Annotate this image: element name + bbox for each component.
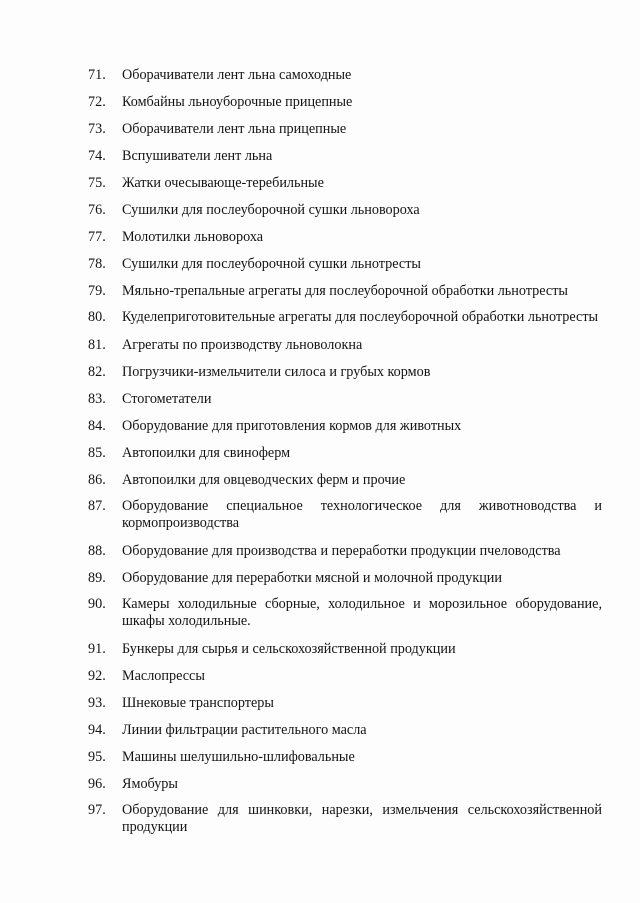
- list-item: [88, 721, 602, 740]
- item-text: Ямобуры: [122, 775, 178, 792]
- item-number: 93.: [88, 694, 106, 711]
- list-item: [88, 542, 602, 561]
- item-text: Оборачиватели лент льна самоходные: [122, 67, 352, 83]
- item-text: Автопоилки для свиноферм: [122, 444, 291, 461]
- item-text: Жатки очесывающе-теребильные: [122, 175, 324, 191]
- list-item: [88, 471, 602, 490]
- item-text: Линии фильтрации растительного масла: [122, 721, 367, 738]
- list-item: [88, 309, 602, 327]
- list-item: [88, 569, 602, 588]
- item-text: Сушилки для послеуборочной сушки льнотресты: [122, 256, 421, 272]
- list-item: [88, 363, 602, 382]
- item-text: Камеры холодильные сборные, холодильное и морозильное оборудование, шкафы холодильные.: [122, 595, 602, 629]
- item-number: 86.: [88, 471, 106, 488]
- item-number: 79.: [88, 283, 106, 299]
- item-number: 92.: [88, 667, 106, 684]
- item-number: 71.: [88, 67, 106, 83]
- item-text: Маслопрессы: [122, 667, 205, 684]
- list-item: [88, 228, 602, 247]
- list-item: [88, 640, 602, 659]
- list-item: [88, 147, 602, 166]
- item-text: Комбайны льноуборочные прицепные: [122, 94, 353, 110]
- list-item: [88, 174, 602, 193]
- item-text: Мяльно-трепальные агрегаты для послеуборочной обработки льнотресты: [122, 283, 568, 299]
- list-item: [88, 667, 602, 686]
- list-item: [88, 775, 602, 794]
- list-item: [88, 336, 602, 355]
- list-item: [88, 201, 602, 220]
- item-text: Оборудование для производства и переработки продукции пчеловодства: [122, 542, 561, 559]
- item-number: 74.: [88, 148, 106, 164]
- item-number: 87.: [88, 497, 106, 514]
- item-number: 80.: [88, 309, 106, 325]
- list-item: [88, 498, 602, 533]
- list-item: [88, 93, 602, 112]
- item-text: Погрузчики-измельчители силоса и грубых кормов: [122, 363, 431, 380]
- list-item: [88, 390, 602, 409]
- item-number: 81.: [88, 336, 106, 353]
- list-item: [88, 748, 602, 767]
- item-text: Оборудование для шинковки, нарезки, измельчения сельскохозяйственной продукции: [122, 801, 602, 835]
- item-number: 94.: [88, 721, 106, 738]
- list-item: [88, 596, 602, 631]
- item-text: Шнековые транспортеры: [122, 694, 274, 711]
- item-text: Сушилки для послеуборочной сушки льновороха: [122, 202, 420, 218]
- item-number: 90.: [88, 595, 106, 612]
- list-item: [88, 694, 602, 713]
- item-text: Агрегаты по производству льноволокна: [122, 336, 363, 353]
- item-number: 73.: [88, 121, 106, 137]
- item-number: 78.: [88, 256, 106, 272]
- item-text: Оборачиватели лент льна прицепные: [122, 121, 347, 137]
- item-number: 96.: [88, 775, 106, 792]
- list-item: [88, 802, 602, 837]
- item-number: 89.: [88, 569, 106, 586]
- item-text: Стогометатели: [122, 390, 212, 407]
- item-text: Оборудование специальное технологическое для животноводства и кормопроизводства: [122, 497, 602, 531]
- list-item: [88, 444, 602, 463]
- item-number: 85.: [88, 444, 106, 461]
- list-item: [88, 66, 602, 85]
- item-number: 82.: [88, 363, 106, 380]
- item-text: Молотилки льновороха: [122, 229, 264, 245]
- item-number: 95.: [88, 748, 106, 765]
- item-number: 91.: [88, 640, 106, 657]
- item-text: Бункеры для сырья и сельскохозяйственной продукции: [122, 640, 456, 657]
- list-item: [88, 120, 602, 139]
- item-number: 75.: [88, 175, 106, 191]
- item-number: 97.: [88, 801, 106, 818]
- item-number: 84.: [88, 417, 106, 434]
- equipment-list: [88, 66, 602, 846]
- item-text: Автопоилки для овцеводческих ферм и прочие: [122, 471, 406, 488]
- item-number: 88.: [88, 542, 106, 559]
- list-item: [88, 255, 602, 274]
- item-number: 83.: [88, 390, 106, 407]
- item-number: 76.: [88, 202, 106, 218]
- item-number: 72.: [88, 94, 106, 110]
- item-text: Куделеприготовительные агрегаты для послеуборочной обработки льнотресты: [122, 309, 599, 325]
- item-text: Оборудование для приготовления кормов для животных: [122, 417, 462, 434]
- item-text: Оборудование для переработки мясной и молочной продукции: [122, 569, 502, 586]
- list-item: [88, 282, 602, 301]
- item-number: 77.: [88, 229, 106, 245]
- list-item: [88, 417, 602, 436]
- item-text: Машины шелушильно-шлифовальные: [122, 748, 355, 765]
- item-text: Вспушиватели лент льна: [122, 148, 273, 164]
